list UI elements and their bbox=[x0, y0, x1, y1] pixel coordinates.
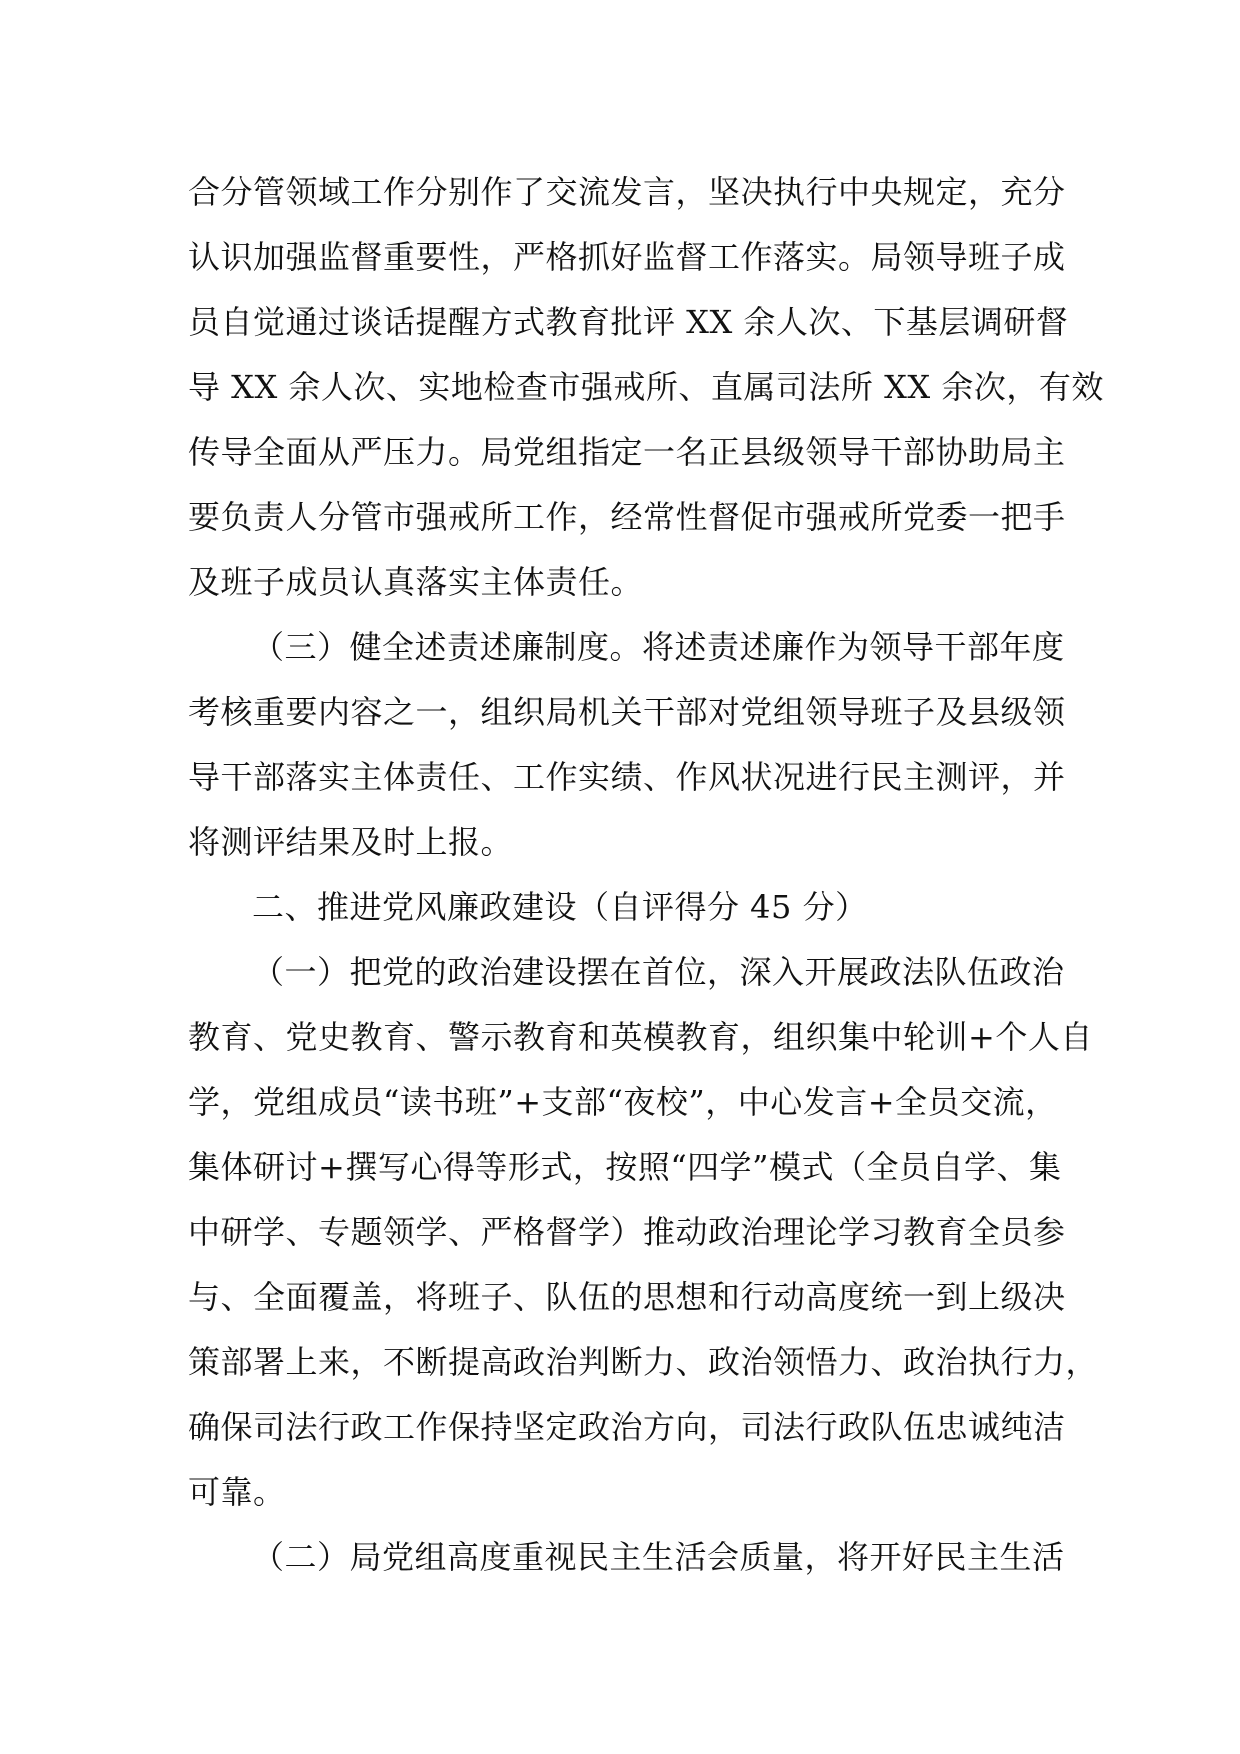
body-line: 中研学、专题领学、严格督学）推动政治理论学习教育全员参 bbox=[188, 1213, 1066, 1251]
document-body bbox=[188, 160, 1104, 1590]
section-heading: 二、推进党风廉政建设（自评得分 45 分） bbox=[252, 888, 868, 926]
paragraph-heading-line: （二）局党组高度重视民主生活会质量，将开好民主生活 bbox=[252, 1538, 1065, 1576]
body-line: 传导全面从严压力。局党组指定一名正县级领导干部协助局主 bbox=[188, 433, 1066, 471]
body-line: 合分管领域工作分别作了交流发言，坚决执行中央规定，充分 bbox=[188, 173, 1066, 211]
body-line: 认识加强监督重要性，严格抓好监督工作落实。局领导班子成 bbox=[188, 238, 1066, 276]
body-line: 集体研讨+撰写心得等形式，按照“四学”模式（全员自学、集 bbox=[188, 1148, 1062, 1186]
body-line: 将测评结果及时上报。 bbox=[188, 823, 514, 861]
paragraph-heading-line: （三）健全述责述廉制度。将述责述廉作为领导干部年度 bbox=[252, 628, 1065, 666]
body-line: 策部署上来，不断提高政治判断力、政治领悟力、政治执行力， bbox=[188, 1343, 1099, 1381]
paragraph-heading-line: （一）把党的政治建设摆在首位，深入开展政法队伍政治 bbox=[252, 953, 1065, 991]
body-line: 员自觉通过谈话提醒方式教育批评 XX 余人次、下基层调研督 bbox=[188, 303, 1069, 341]
body-line: 导干部落实主体责任、工作实绩、作风状况进行民主测评，并 bbox=[188, 758, 1066, 796]
body-line: 可靠。 bbox=[188, 1473, 286, 1511]
body-line: 及班子成员认真落实主体责任。 bbox=[188, 563, 644, 601]
body-line: 导 XX 余人次、实地检查市强戒所、直属司法所 XX 余次，有效 bbox=[188, 368, 1104, 406]
body-line: 确保司法行政工作保持坚定政治方向，司法行政队伍忠诚纯洁 bbox=[188, 1408, 1066, 1446]
body-line: 教育、党史教育、警示教育和英模教育，组织集中轮训+个人自 bbox=[188, 1018, 1093, 1056]
body-line: 考核重要内容之一，组织局机关干部对党组领导班子及县级领 bbox=[188, 693, 1066, 731]
body-line: 与、全面覆盖，将班子、队伍的思想和行动高度统一到上级决 bbox=[188, 1278, 1066, 1316]
body-line: 学，党组成员“读书班”+支部“夜校”，中心发言+全员交流， bbox=[188, 1083, 1058, 1121]
body-line: 要负责人分管市强戒所工作，经常性督促市强戒所党委一把手 bbox=[188, 498, 1066, 536]
